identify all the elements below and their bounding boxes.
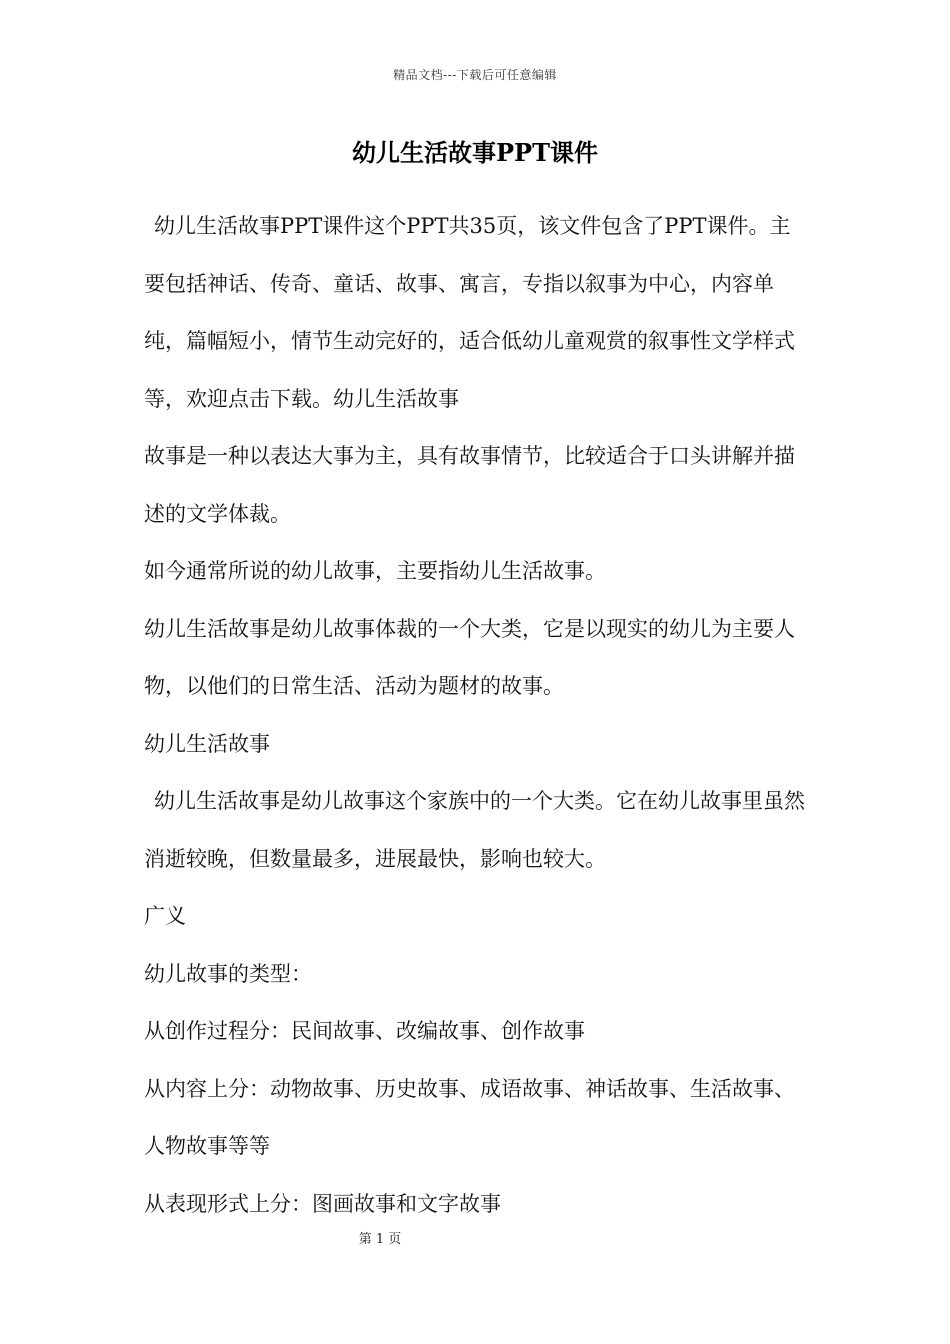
paragraph-section-heading: 幼儿生活故事 [144, 731, 270, 756]
paragraph-genre-family: 幼儿生活故事是幼儿故事这个家族中的一个大类。它在幼儿故事里虽然消逝较晚，但数量最多，进展最快，影响也较大。 [144, 789, 805, 871]
document-body [144, 198, 808, 1233]
paragraph-types-heading: 幼儿故事的类型： [144, 961, 312, 986]
page-header: 精品文档---下载后可任意编辑 [393, 68, 557, 82]
paragraph-common-usage: 如今通常所说的幼儿故事，主要指幼儿生活故事。 [144, 559, 606, 583]
paragraph-genre-description: 幼儿生活故事是幼儿故事体裁的一个大类，它是以现实的幼儿为主要人物，以他们的日常生活、活动为题材的故事。 [144, 616, 795, 698]
paragraph-by-content: 从内容上分：动物故事、历史故事、成语故事、神话故事、生活故事、人物故事等等 [144, 1076, 795, 1158]
paragraph-story-definition: 故事是一种以表达大事为主，具有故事情节，比较适合于口头讲解并描述的文学体裁。 [144, 444, 795, 526]
document-title: 幼儿生活故事PPT课件 [352, 138, 598, 167]
page-number: 第 1 页 [358, 1232, 402, 1247]
paragraph-intro: 幼儿生活故事PPT课件这个PPT共35页，该文件包含了PPT课件。主要包括神话、传奇、童话、故事、寓言，专指以叙事为中心，内容单纯，篇幅短小，情节生动完好的，适合低幼儿童观赏的叙事性文学样式等，欢迎点击下载。幼儿生活故事 [144, 214, 795, 411]
paragraph-broad-sense: 广义 [144, 904, 186, 928]
paragraph-by-form: 从表现形式上分：图画故事和文字故事 [144, 1191, 501, 1216]
paragraph-by-creation: 从创作过程分：民间故事、改编故事、创作故事 [144, 1019, 585, 1043]
